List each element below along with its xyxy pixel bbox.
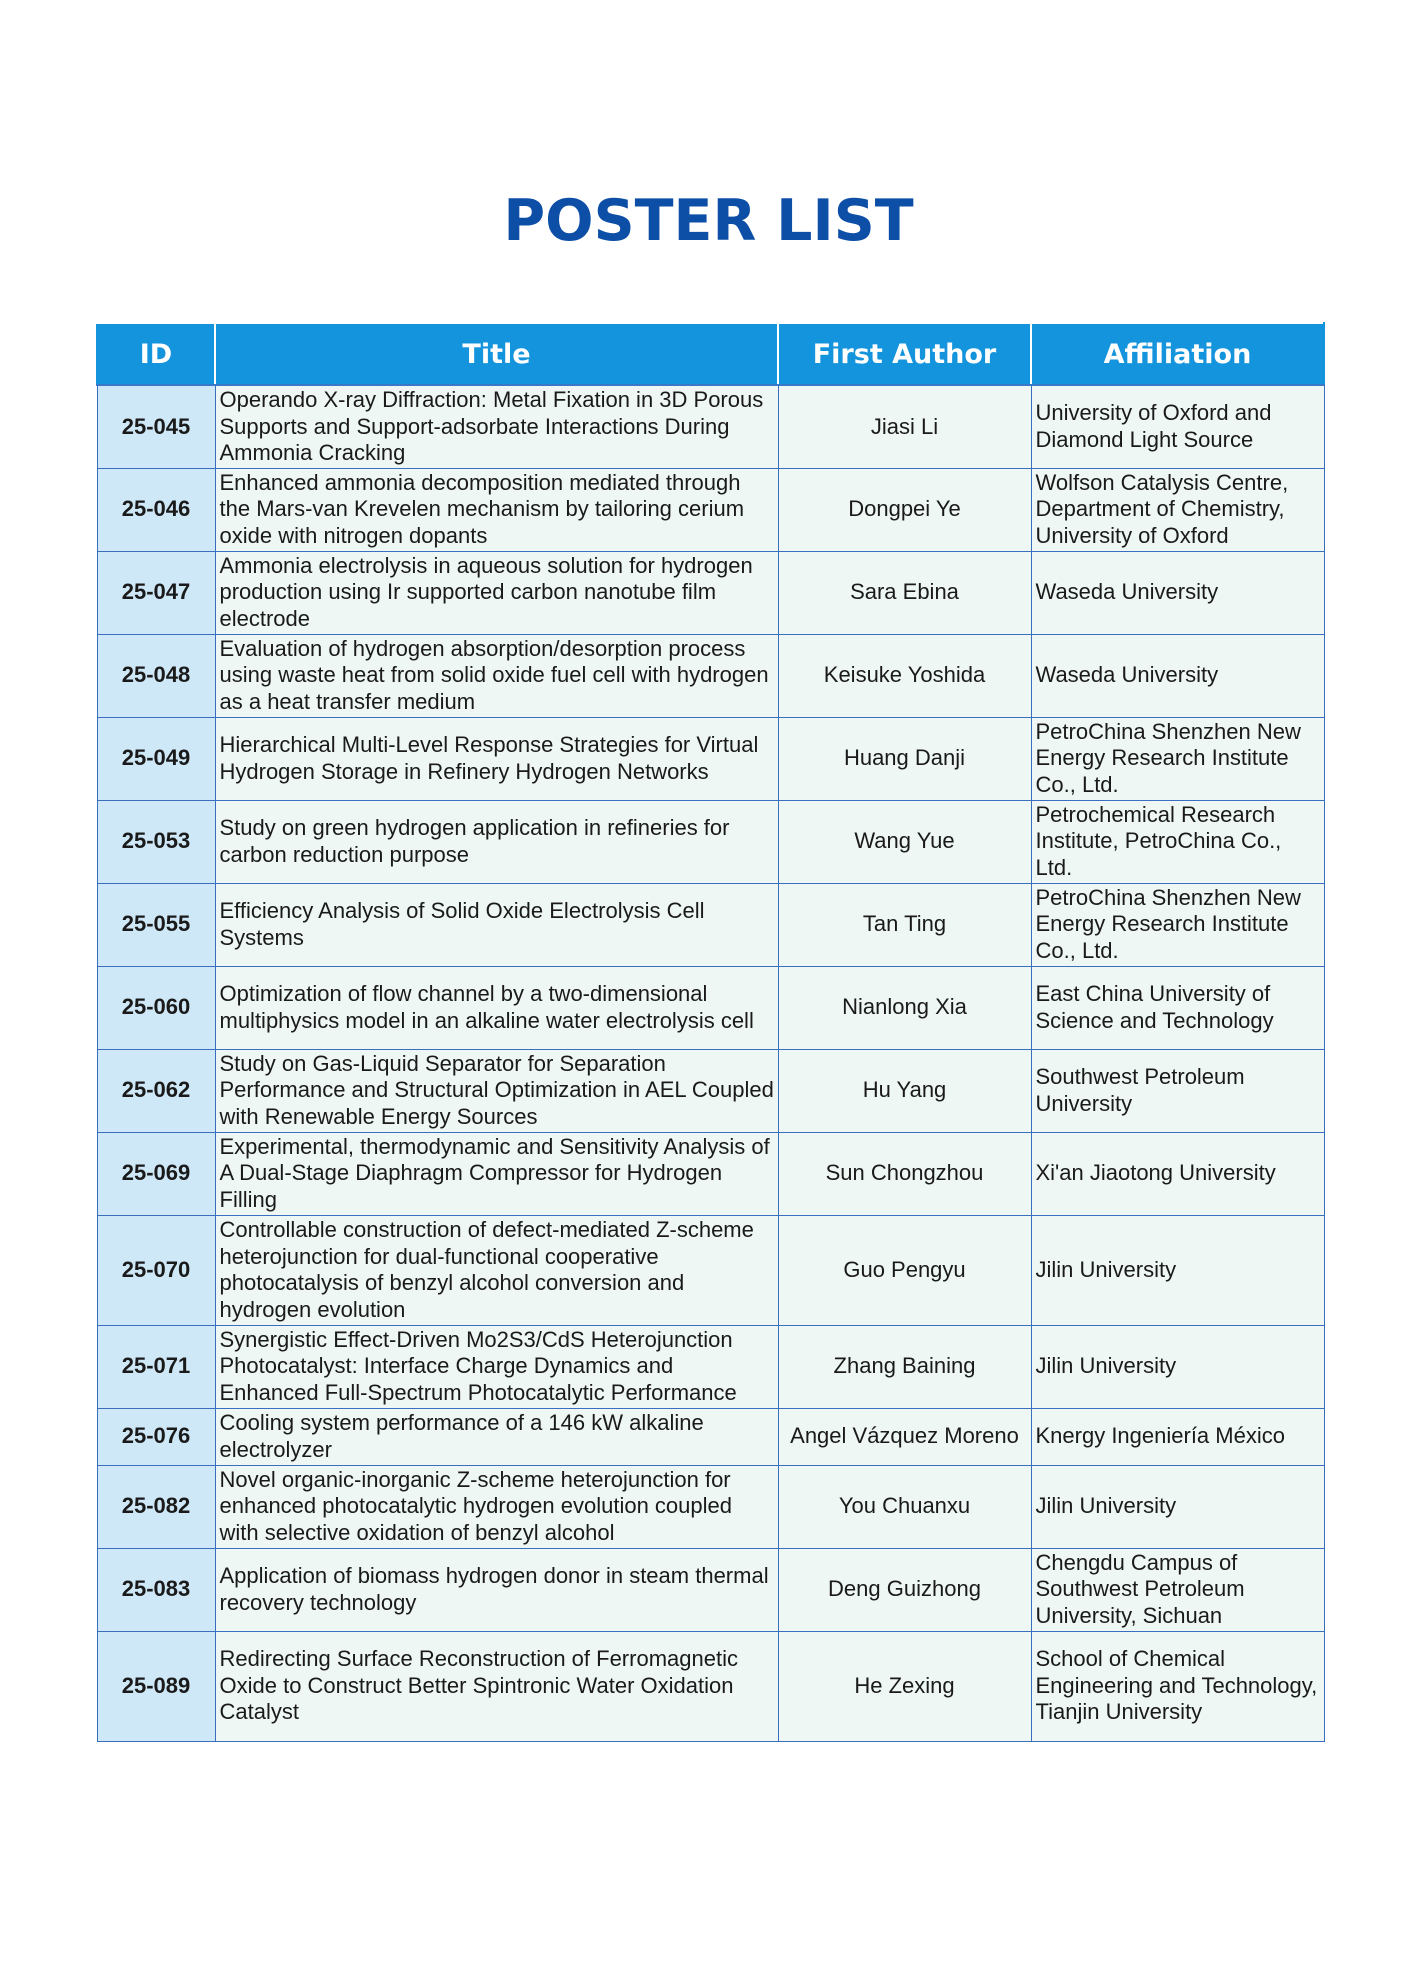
poster-id: 25-069 (97, 1132, 215, 1215)
header-title: Title (215, 323, 778, 385)
table-row (97, 966, 1324, 1049)
poster-first-author: Huang Danji (778, 717, 1031, 800)
poster-title: Optimization of flow channel by a two-dimensional multiphysics model in an alkaline water electrolysis cell (215, 966, 778, 1049)
poster-id: 25-071 (97, 1325, 215, 1408)
table-row (97, 1132, 1324, 1215)
poster-first-author: Angel Vázquez Moreno (778, 1408, 1031, 1465)
table-row (97, 1215, 1324, 1325)
poster-affiliation: School of Chemical Engineering and Technology, Tianjin University (1031, 1631, 1324, 1741)
poster-id: 25-062 (97, 1049, 215, 1132)
header-row (97, 323, 1324, 385)
poster-id: 25-055 (97, 883, 215, 966)
header-id: ID (97, 323, 215, 385)
header-affiliation: Affiliation (1031, 323, 1324, 385)
table-row (97, 1049, 1324, 1132)
poster-id: 25-082 (97, 1465, 215, 1548)
table-body (97, 385, 1324, 1741)
poster-first-author: Guo Pengyu (778, 1215, 1031, 1325)
poster-affiliation: East China University of Science and Technology (1031, 966, 1324, 1049)
poster-affiliation: Knergy Ingeniería México (1031, 1408, 1324, 1465)
poster-first-author: Tan Ting (778, 883, 1031, 966)
poster-id: 25-045 (97, 385, 215, 468)
table-row (97, 468, 1324, 551)
table-row (97, 1465, 1324, 1548)
poster-id: 25-048 (97, 634, 215, 717)
header-first-author: First Author (778, 323, 1031, 385)
table-row (97, 385, 1324, 468)
poster-title: Novel organic-inorganic Z-scheme heterojunction for enhanced photocatalytic hydrogen evolution coupled with selective oxidation of benzyl alcohol (215, 1465, 778, 1548)
table-row (97, 551, 1324, 634)
poster-id: 25-047 (97, 551, 215, 634)
poster-title: Study on Gas-Liquid Separator for Separation Performance and Structural Optimization in AEL Coupled with Renewable Energy Sources (215, 1049, 778, 1132)
poster-first-author: Nianlong Xia (778, 966, 1031, 1049)
poster-affiliation: Xi'an Jiaotong University (1031, 1132, 1324, 1215)
poster-affiliation: PetroChina Shenzhen New Energy Research Institute Co., Ltd. (1031, 883, 1324, 966)
poster-id: 25-049 (97, 717, 215, 800)
poster-affiliation: Waseda University (1031, 551, 1324, 634)
poster-affiliation: Jilin University (1031, 1215, 1324, 1325)
poster-affiliation: Jilin University (1031, 1465, 1324, 1548)
table-row (97, 717, 1324, 800)
poster-first-author: Jiasi Li (778, 385, 1031, 468)
poster-affiliation: Southwest Petroleum University (1031, 1049, 1324, 1132)
page-title: POSTER LIST (503, 188, 914, 254)
poster-first-author: Zhang Baining (778, 1325, 1031, 1408)
poster-title: Enhanced ammonia decomposition mediated through the Mars-van Krevelen mechanism by tailoring cerium oxide with nitrogen dopants (215, 468, 778, 551)
poster-title: Experimental, thermodynamic and Sensitivity Analysis of A Dual-Stage Diaphragm Compressor for Hydrogen Filling (215, 1132, 778, 1215)
poster-id: 25-089 (97, 1631, 215, 1741)
table-row (97, 883, 1324, 966)
poster-title: Cooling system performance of a 146 kW alkaline electrolyzer (215, 1408, 778, 1465)
poster-first-author: You Chuanxu (778, 1465, 1031, 1548)
table-row (97, 800, 1324, 883)
poster-first-author: Sara Ebina (778, 551, 1031, 634)
poster-first-author: Keisuke Yoshida (778, 634, 1031, 717)
poster-title: Operando X-ray Diffraction: Metal Fixation in 3D Porous Supports and Support-adsorbate Interactions During Ammonia Cracking (215, 385, 778, 468)
poster-first-author: Deng Guizhong (778, 1548, 1031, 1631)
poster-first-author: Hu Yang (778, 1049, 1031, 1132)
poster-title: Hierarchical Multi-Level Response Strategies for Virtual Hydrogen Storage in Refinery Hydrogen Networks (215, 717, 778, 800)
poster-title: Application of biomass hydrogen donor in steam thermal recovery technology (215, 1548, 778, 1631)
table-row (97, 1408, 1324, 1465)
table-row (97, 1631, 1324, 1741)
poster-table (96, 322, 1325, 1742)
poster-id: 25-070 (97, 1215, 215, 1325)
poster-title: Evaluation of hydrogen absorption/desorption process using waste heat from solid oxide fuel cell with hydrogen as a heat transfer medium (215, 634, 778, 717)
poster-title: Study on green hydrogen application in refineries for carbon reduction purpose (215, 800, 778, 883)
poster-first-author: Dongpei Ye (778, 468, 1031, 551)
poster-affiliation: University of Oxford and Diamond Light Source (1031, 385, 1324, 468)
poster-id: 25-060 (97, 966, 215, 1049)
poster-affiliation: Wolfson Catalysis Centre, Department of Chemistry, University of Oxford (1031, 468, 1324, 551)
poster-id: 25-046 (97, 468, 215, 551)
poster-id: 25-083 (97, 1548, 215, 1631)
poster-id: 25-076 (97, 1408, 215, 1465)
poster-title: Controllable construction of defect-mediated Z-scheme heterojunction for dual-functional cooperative photocatalysis of benzyl alcohol conversion and hydrogen evolution (215, 1215, 778, 1325)
poster-first-author: He Zexing (778, 1631, 1031, 1741)
poster-title: Redirecting Surface Reconstruction of Ferromagnetic Oxide to Construct Better Spintronic Water Oxidation Catalyst (215, 1631, 778, 1741)
table-header (97, 323, 1324, 385)
poster-id: 25-053 (97, 800, 215, 883)
table-row (97, 1325, 1324, 1408)
poster-title: Ammonia electrolysis in aqueous solution for hydrogen production using Ir supported carbon nanotube film electrode (215, 551, 778, 634)
poster-title: Synergistic Effect-Driven Mo2S3/CdS Heterojunction Photocatalyst: Interface Charge Dynamics and Enhanced Full-Spectrum Photocatalytic Performance (215, 1325, 778, 1408)
poster-affiliation: Chengdu Campus of Southwest Petroleum University, Sichuan (1031, 1548, 1324, 1631)
table-row (97, 1548, 1324, 1631)
poster-affiliation: Jilin University (1031, 1325, 1324, 1408)
poster-first-author: Wang Yue (778, 800, 1031, 883)
poster-affiliation: Waseda University (1031, 634, 1324, 717)
poster-title: Efficiency Analysis of Solid Oxide Electrolysis Cell Systems (215, 883, 778, 966)
poster-affiliation: Petrochemical Research Institute, PetroChina Co., Ltd. (1031, 800, 1324, 883)
poster-affiliation: PetroChina Shenzhen New Energy Research Institute Co., Ltd. (1031, 717, 1324, 800)
table-row (97, 634, 1324, 717)
poster-first-author: Sun Chongzhou (778, 1132, 1031, 1215)
